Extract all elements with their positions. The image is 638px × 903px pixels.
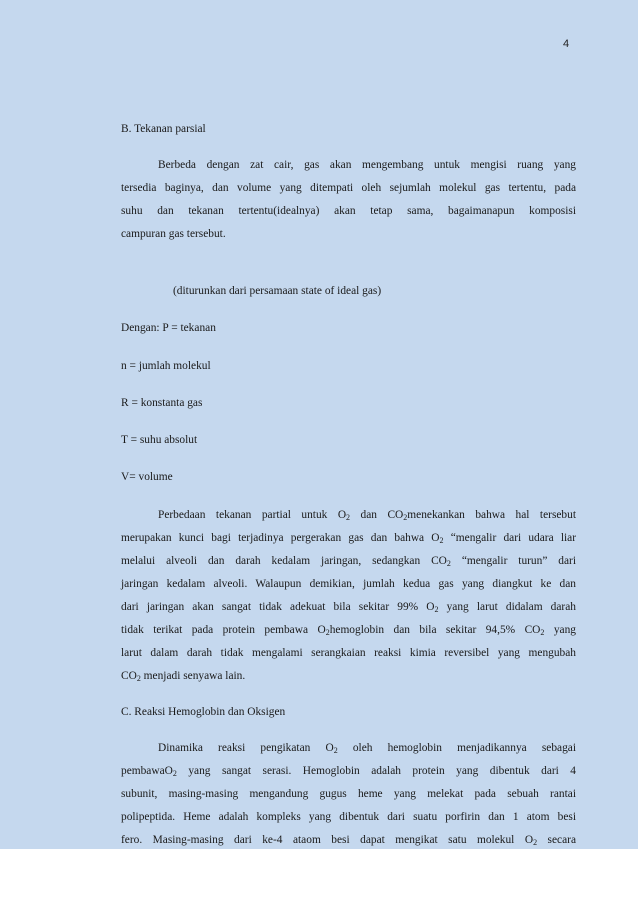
definition-item: R = konstanta gas: [121, 397, 203, 409]
paragraph-line: jaringan kedalam alveoli. Walaupun demikian, jumlah kedua gas yang diangkut ke dan: [121, 578, 576, 590]
paragraph-line: dari jaringan akan sangat tidak adekuat bila sekitar 99% $O_2$ yang larut didalam darah: [121, 601, 576, 614]
paragraph-line: merupakan kunci bagi terjadinya pergerakan gas dan bahwa $O_2$ “mengalir dari udara liar: [121, 532, 576, 545]
definition-item: Dengan: P = tekanan: [121, 322, 216, 334]
paragraph-line: tidak terikat pada protein pembawa $O_2hemoglobin$ dan bila sekitar 94,5% $CO_2$ yang: [121, 624, 576, 637]
definition-item: T = suhu absolut: [121, 434, 198, 446]
paragraph-line: fero. Masing-masing dari ke-4 ataom besi dapat mengikat satu molekul $O_2$ secara: [121, 834, 577, 847]
paragraph-line: Perbedaan tekanan partial untuk $O_2$ dan $CO_2menekankan$ bahwa hal tersebut: [158, 509, 576, 522]
paragraph-line: Dinamika reaksi pengikatan $O_2$ oleh hemoglobin menjadikannya sebagai: [158, 742, 576, 755]
section-c-heading: C. Reaksi Hemoglobin dan Oksigen: [121, 706, 286, 718]
paragraph-line: larut dalam darah tidak mengalami serangkaian reaksi kimia reversibel yang mengubah: [121, 647, 576, 659]
definition-item: n = jumlah molekul: [121, 360, 211, 372]
definition-item: V= volume: [121, 471, 173, 483]
paragraph-line: campuran gas tersebut.: [121, 228, 226, 240]
equation-note: (diturunkan dari persamaan state of ideal gas): [173, 285, 382, 297]
paragraph-line: pembawaO$_2$ yang sangat serasi. Hemoglobin adalah protein yang dibentuk dari 4: [121, 765, 576, 778]
paragraph-line: tersedia baginya, dan volume yang ditempati oleh sejumlah molekul gas tertentu, pada: [121, 182, 576, 194]
paragraph-line: subunit, masing-masing mengandung gugus heme yang melekat pada sebuah rantai: [121, 788, 576, 800]
paragraph-line: suhu dan tekanan tertentu(idealnya) akan tetap sama, bagaimanapun komposisi: [121, 205, 576, 217]
paragraph-line: polipeptida. Heme adalah kompleks yang dibentuk dari suatu porfirin dan 1 atom besi: [121, 811, 576, 823]
page-number: 4: [563, 38, 570, 50]
paragraph-line: melalui alveoli dan darah kedalam jaringan, sedangkan $CO_2$ “mengalir turun” dari: [121, 555, 576, 568]
paragraph-line: $CO_2$ menjadi senyawa lain.: [121, 670, 246, 683]
paragraph-line: Berbeda dengan zat cair, gas akan mengembang untuk mengisi ruang yang: [158, 159, 576, 171]
section-b-heading: B. Tekanan parsial: [121, 123, 206, 135]
